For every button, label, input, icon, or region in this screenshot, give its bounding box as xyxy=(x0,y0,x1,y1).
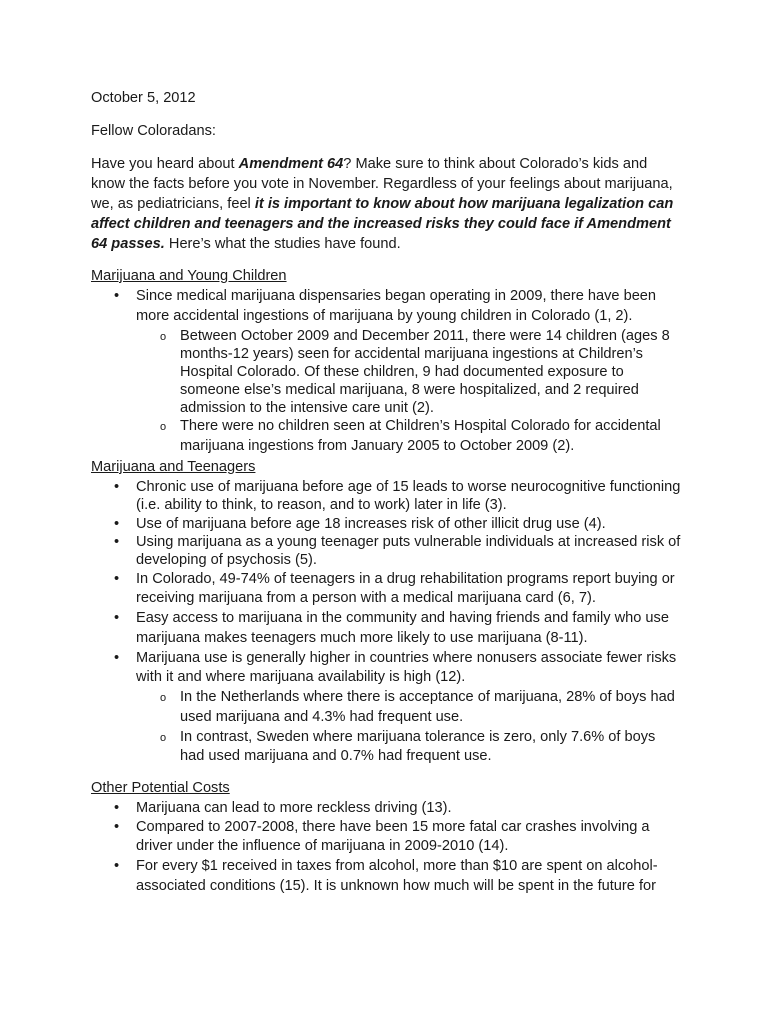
intro-emphasis: it is important to know about how marijuana legalization can affect children and teenagers and the increased risks they could face if Amendment 64 passes. xyxy=(91,196,674,252)
list-item xyxy=(91,649,681,767)
list-item-text: Since medical marijuana dispensaries began operating in 2009, there have been more accidental ingestions of marijuana by young children in Colorado (1, 2). xyxy=(136,288,657,324)
list-item: • Chronic use of marijuana before age of 15 leads to worse neurocognitive functioning (i.e. ability to think, to reason, and to work) later in life (3). xyxy=(91,478,681,514)
bullet-list xyxy=(91,287,691,456)
section-heading: Other Potential Costs xyxy=(91,780,230,796)
list-item xyxy=(91,287,681,456)
bullet-list xyxy=(91,478,691,767)
section-heading: Marijuana and Teenagers xyxy=(91,459,256,475)
list-item: • Use of marijuana before age 18 increases risk of other illicit drug use (4). xyxy=(91,515,681,533)
bullet-list xyxy=(91,799,691,896)
sub-list-item: o Between October 2009 and December 2011, there were 14 children (ages 8 months-12 years) seen for accidental marijuana ingestions at Children’s Hospital Colorado. Of these children, 9 had documented exposure to someone else’s medical marijuana, 8 were hospitalized, and 2 required admission to the intensive care unit (2). xyxy=(136,327,680,417)
letter-date: October 5, 2012 xyxy=(91,90,196,106)
intro-text-1: Have you heard about xyxy=(91,156,239,172)
intro-paragraph xyxy=(91,154,681,254)
sub-list-item: o In contrast, Sweden where marijuana tolerance is zero, only 7.6% of boys had used marijuana and 0.7% had frequent use. xyxy=(136,728,680,767)
list-item: • For every $1 received in taxes from alcohol, more than $10 are spent on alcohol-associated conditions (15). It is unknown how much will be spent in the future for xyxy=(91,857,681,896)
intro-text-3: Here’s what the studies have found. xyxy=(164,236,401,252)
sub-list-item: o In the Netherlands where there is acceptance of marijuana, 28% of boys had used marijuana and 4.3% had frequent use. xyxy=(136,688,680,727)
list-item: • In Colorado, 49-74% of teenagers in a drug rehabilitation programs report buying or receiving marijuana from a person with a medical marijuana card (6, 7). xyxy=(91,570,681,609)
sub-list xyxy=(136,688,681,767)
list-item-text: Marijuana use is generally higher in countries where nonusers associate fewer risks with it and where marijuana availability is high (12). xyxy=(136,649,677,685)
list-item: • Easy access to marijuana in the community and having friends and family who use marijuana makes teenagers much more likely to use marijuana (8-11). xyxy=(91,609,681,648)
list-item: • Marijuana can lead to more reckless driving (13). xyxy=(91,799,681,817)
section-other-costs xyxy=(91,779,691,896)
list-item: • Using marijuana as a young teenager puts vulnerable individuals at increased risk of developing of psychosis (5). xyxy=(91,533,681,569)
section-teenagers xyxy=(91,458,691,767)
list-item: • Compared to 2007-2008, there have been 15 more fatal car crashes involving a driver under the influence of marijuana in 2009-2010 (14). xyxy=(91,818,681,857)
intro-text-2: ? Make sure to think about Colorado’s kids and know the facts before you vote in November. Regardless of your feelings about marijuana, we, as pediatricians, feel xyxy=(91,156,673,212)
amendment-emphasis: Amendment 64 xyxy=(238,156,344,172)
section-heading: Marijuana and Young Children xyxy=(91,268,287,284)
section-young-children xyxy=(91,267,691,456)
salutation: Fellow Coloradans: xyxy=(91,123,216,139)
sub-list-item: o There were no children seen at Children’s Hospital Colorado for accidental marijuana ingestions from January 2005 to October 2009 (2). xyxy=(136,417,680,456)
sub-list xyxy=(136,327,681,457)
